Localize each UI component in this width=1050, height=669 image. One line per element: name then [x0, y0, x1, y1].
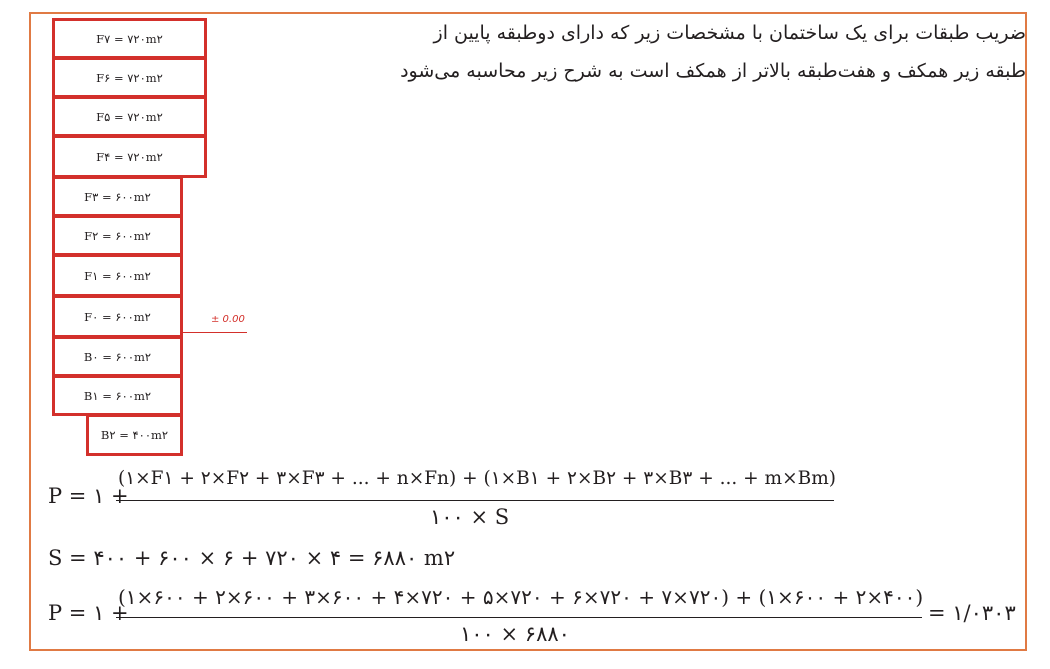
floor-label: F۲ = ۶۰۰m۲ [84, 228, 151, 243]
floor-f3 [52, 176, 183, 217]
floor-label: F۷ = ۷۲۰m۲ [96, 31, 163, 46]
formula3-denominator: ۱۰۰ × ۶۸۸۰ [460, 622, 570, 646]
floor-f7 [52, 18, 207, 59]
floor-label: F۱ = ۶۰۰m۲ [84, 268, 151, 283]
description-line-2: طبقه زیر همکف و هفت‌طبقه بالاتر از همکف است به شرح زیر محاسبه می‌شود [400, 60, 1026, 82]
floor-b0 [52, 336, 183, 377]
floor-label: F۴ = ۷۲۰m۲ [96, 149, 163, 164]
floor-f2 [52, 215, 183, 256]
formula3-numerator: (۱×۶۰۰ + ۲×۶۰۰ + ۳×۶۰۰ + ۴×۷۲۰ + ۵×۷۲۰ + ۶×۷۲۰ + ۷×۷۲۰) + (۱×۶۰۰ + ۲×۴۰۰) [118, 585, 924, 609]
formula1-denominator: ۱۰۰ × S [430, 505, 510, 529]
floor-label: F۰ = ۶۰۰m۲ [84, 309, 151, 324]
formula1-fraction-bar [116, 500, 834, 501]
floor-label: F۵ = ۷۲۰m۲ [96, 109, 163, 124]
formula3-lhs: P = ۱ + [48, 601, 129, 625]
floor-f5 [52, 96, 207, 137]
floor-label: B۰ = ۶۰۰m۲ [83, 349, 152, 364]
formula2: S = ۴۰۰ + ۶۰۰ × ۶ + ۷۲۰ × ۴ = ۶۸۸۰ m۲ [48, 546, 456, 570]
floor-f6 [52, 57, 207, 98]
floor-f4 [52, 135, 207, 178]
floor-label: F۳ = ۶۰۰m۲ [84, 189, 151, 204]
formula1-numerator: (۱×F۱ + ۲×F۲ + ۳×F۳ + ... + n×Fn) + (۱×B۱ + ۲×B۲ + ۳×B۳ + ... + m×Bm) [118, 468, 837, 489]
floor-f0 [52, 295, 183, 338]
description-line-1: ضریب طبقات برای یک ساختمان با مشخصات زیر که دارای دوطبقه پایین از [433, 22, 1026, 44]
floor-label: B۲ = ۴۰۰m۲ [100, 428, 169, 442]
floor-b2 [86, 414, 183, 456]
formula3-result: = ۱/۰۳۰۳ [928, 601, 1016, 625]
formula1-lhs: P = ۱ + [48, 484, 129, 508]
ground-level-line [183, 332, 247, 333]
formula3-fraction-bar [116, 617, 922, 618]
floor-label: F۶ = ۷۲۰m۲ [96, 70, 163, 85]
floor-b1 [52, 375, 183, 416]
floor-label: B۱ = ۶۰۰m۲ [83, 388, 152, 403]
floor-f1 [52, 254, 183, 297]
ground-level-mark: ± 0.00 [211, 314, 245, 325]
description-paragraph [266, 14, 1026, 90]
